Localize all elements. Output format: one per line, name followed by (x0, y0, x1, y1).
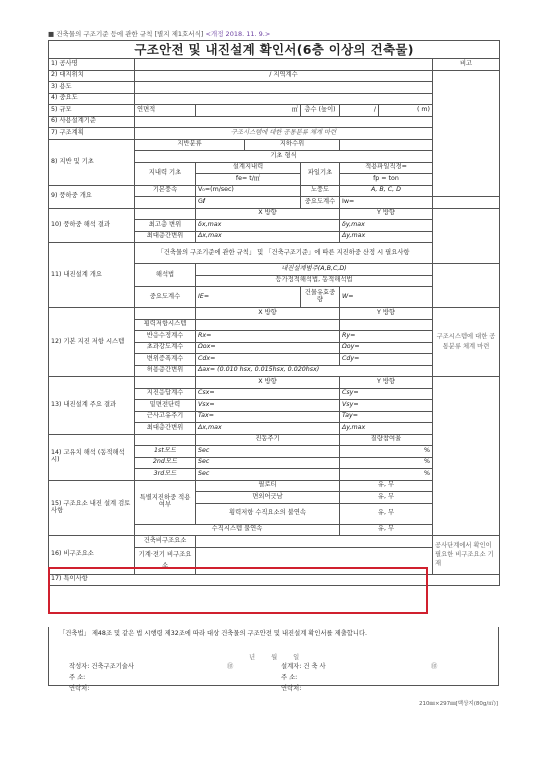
piloti-yn[interactable]: 유, 무 (340, 480, 433, 492)
writer-contact-label: 연락처: (69, 685, 90, 692)
gust-factor-field[interactable]: G𝒇 (196, 197, 301, 209)
pile-foundation-label: 파일기초 (301, 162, 340, 185)
deflection-amplification-y[interactable]: Cdy= (340, 354, 433, 366)
designer-address-label: 주 소: (281, 674, 298, 681)
project-name-label: 1) 공사명 (49, 59, 135, 71)
importance-field[interactable] (135, 93, 433, 105)
response-modification-x[interactable]: Rx= (196, 331, 340, 343)
response-modification-label: 반응수정계수 (135, 331, 196, 343)
mep-nonstructural-field[interactable] (196, 547, 433, 574)
site-location-field[interactable]: / 지역계수 (135, 70, 433, 82)
wind-x-direction: X 방향 (196, 208, 340, 220)
ground-class-label: 지반분류 (135, 139, 245, 151)
remark-header: 비고 (433, 59, 500, 71)
mode-2-period[interactable]: Sec (196, 457, 340, 469)
floors-label: 층수 (높이) (301, 105, 340, 117)
remark-cell (433, 70, 500, 197)
pile-capacity-field[interactable]: fp = ton (340, 174, 433, 186)
vertical-discontinuity-yn[interactable]: 유, 무 (340, 503, 433, 524)
remark-cell-3 (433, 264, 500, 308)
overstrength-y[interactable]: Ωoy= (340, 342, 433, 354)
writer-address-label: 주 소: (69, 674, 86, 681)
wind-analysis-label: 10) 풍하중 해석 결과 (49, 208, 135, 243)
designer-label: 설계자: 건 축 사 (281, 663, 326, 670)
confirmation-form-table (48, 40, 500, 586)
allowable-drift-field[interactable]: Δax= (0.010 hsx, 0.015hsx, 0.020hsx) (196, 365, 433, 377)
arch-nonstructural-label: 건축비구조요소 (135, 536, 196, 548)
out-of-plane-yn[interactable]: 유, 무 (340, 492, 433, 504)
max-drift-x[interactable]: Δx,max (196, 231, 340, 243)
floors-slash[interactable]: / (340, 105, 379, 117)
seismic-intro: 「건축물의 구조기준에 관한 규칙」 및 「건축구조기준」에 따른 지진하중 산정 시 필요사항 (135, 243, 433, 264)
mode-3-label: 3rd모드 (135, 469, 196, 481)
structural-plan-field[interactable]: 구조시스템에 대한 공통분류 체계 마련 (135, 128, 433, 140)
top-displacement-y[interactable]: δy,max (340, 220, 433, 232)
writer-label: 작성자: 건축구조기술사 (69, 663, 134, 670)
period-header: 진동주기 (196, 434, 340, 446)
max-story-drift-label: 최대층간변위 (135, 423, 196, 435)
base-shear-label: 밑면전단력 (135, 400, 196, 412)
submission-footer (48, 627, 499, 692)
seismic-category-field[interactable]: 내진설계범주(A,B,C,D) (196, 264, 433, 276)
approx-period-x[interactable]: Tax= (196, 411, 340, 423)
remark-cell-4 (433, 377, 500, 536)
out-of-plane-label: 면외어긋남 (196, 492, 340, 504)
groundwater-label: 지하수위 (245, 139, 340, 151)
wind-y-direction: Y 방향 (340, 208, 433, 220)
seismic-response-x[interactable]: Csx= (196, 388, 340, 400)
design-standard-field[interactable] (135, 116, 433, 128)
site-location-label: 2) 대지위치 (49, 70, 135, 82)
max-drift-label: 최대층간변위 (135, 231, 196, 243)
use-label: 3) 용도 (49, 82, 135, 94)
scale-label: 5) 규모 (49, 105, 135, 117)
bearing-capacity-field[interactable]: fe= t/㎡ (196, 174, 301, 186)
seismic-system-label: 12) 기본 지진 저항 시스템 (49, 308, 135, 377)
submission-date[interactable]: 년 월 일 (249, 654, 300, 661)
mode-3-period[interactable]: Sec (196, 469, 340, 481)
mode-3-mass[interactable]: % (340, 469, 433, 481)
overstrength-x[interactable]: Ωox= (196, 342, 340, 354)
designer-seal: ㊞ (431, 663, 438, 670)
analysis-method-label: 해석법 (135, 264, 196, 287)
project-name-field[interactable] (135, 59, 433, 71)
wind-importance-field[interactable]: Iw= (340, 197, 433, 209)
max-story-drift-x[interactable]: Δx,max (196, 423, 340, 435)
results-x-direction: X 방향 (196, 377, 340, 389)
seismic-response-y[interactable]: Csy= (340, 388, 433, 400)
basic-wind-speed-field[interactable]: V₀=(m/sec) (196, 185, 301, 197)
basic-wind-speed-label: 기본풍속 (135, 185, 196, 197)
max-drift-y[interactable]: Δy,max (340, 231, 433, 243)
remark-cell-2 (433, 208, 500, 264)
response-modification-y[interactable]: Ry= (340, 331, 433, 343)
wind-importance-label: 중요도계수 (301, 197, 340, 209)
allowable-drift-label: 허용층간변위 (135, 365, 196, 377)
use-field[interactable] (135, 82, 433, 94)
direct-foundation-label: 지내력 기초 (135, 162, 196, 185)
mass-participation-header: 질량참여율 (340, 434, 433, 446)
writer-seal: ㊞ (227, 663, 234, 670)
special-seismic-label: 특별지진하중 적용 여부 (135, 480, 196, 524)
horizontal-discontinuity-label: 수직시스템 불연속 (135, 524, 340, 536)
piloti-label: 필로티 (196, 480, 340, 492)
foundation-type-label: 기초 형식 (135, 151, 433, 163)
exposure-field[interactable]: A, B, C, D (340, 185, 433, 197)
system-y-direction: Y 방향 (340, 308, 433, 320)
mode-2-mass[interactable]: % (340, 457, 433, 469)
designer-contact-label: 연락처: (281, 685, 302, 692)
results-y-direction: Y 방향 (340, 377, 433, 389)
effective-weight-label: 건물유효중량 (301, 287, 340, 308)
eigenvalue-label: 14) 고유치 해석 (동적해석 시) (49, 434, 135, 480)
importance-label: 4) 중요도 (49, 93, 135, 105)
page-title: 구조안전 및 내진설계 확인서(6층 이상의 건축물) (49, 41, 500, 59)
nonstructural-remark: 공사단계에서 확인이 필요한 비구조요소 기재 (433, 536, 500, 575)
paper-size: 210㎜×297㎜[백상지(80g/㎡)] (419, 701, 498, 707)
seismic-design-label: 11) 내진설계 개요 (49, 243, 135, 308)
seismic-results-label: 13) 내진설계 주요 결과 (49, 377, 135, 435)
special-notes-label: 17) 특이사항 (49, 574, 500, 586)
mep-nonstructural-label: 기계·전기 비구조요소 (135, 547, 196, 574)
max-story-drift-y[interactable]: Δy,max (340, 423, 433, 435)
total-area-label: 연면적 (135, 105, 196, 117)
horizontal-discontinuity-yn[interactable]: 유, 무 (340, 524, 433, 536)
revision-date: <개정 2018. 11. 9.> (205, 30, 271, 38)
mode-1-mass[interactable]: % (340, 446, 433, 458)
arch-nonstructural-field[interactable] (196, 536, 433, 548)
base-shear-x[interactable]: Vsx= (196, 400, 340, 412)
groundwater-field[interactable] (340, 139, 433, 151)
mode-1-period[interactable]: Sec (196, 446, 340, 458)
mode-2-label: 2nd모드 (135, 457, 196, 469)
height-unit[interactable]: ( m) (379, 105, 433, 117)
total-area-unit[interactable]: ㎡ (196, 105, 301, 117)
form-reference: ■ 건축물의 구조기준 등에 관한 규칙 [별지 제1호서식] (48, 30, 204, 38)
ground-foundation-label: 8) 지반 및 기초 (49, 139, 135, 185)
lateral-system-label: 횡력저항시스템 (135, 319, 196, 331)
exposure-label: 노풍도 (301, 185, 340, 197)
seismic-response-label: 지진응답계수 (135, 388, 196, 400)
design-standard-label: 6) 사용설계기준 (49, 116, 135, 128)
wind-load-label: 9) 풍하중 개요 (49, 185, 135, 208)
pile-diameter-label: 적용파일직경= (340, 162, 433, 174)
overstrength-label: 초과강도계수 (135, 342, 196, 354)
form-header-note (48, 29, 498, 38)
analysis-method-field[interactable]: 등가정적해석법, 동적해석법 (196, 275, 433, 287)
mode-1-label: 1st모드 (135, 446, 196, 458)
top-displacement-label: 최고층 변위 (135, 220, 196, 232)
deflection-amplification-label: 변위증폭계수 (135, 354, 196, 366)
submission-statement: 「건축법」 제48조 및 같은 법 시행령 제32조에 따라 대상 건축물의 구조안전 및 내진설계 확인서를 제출합니다. (59, 630, 368, 637)
deflection-amplification-x[interactable]: Cdx= (196, 354, 340, 366)
system-x-direction: X 방향 (196, 308, 340, 320)
seismic-importance-field[interactable]: IE= (196, 287, 301, 308)
effective-weight-field[interactable]: W= (340, 287, 433, 308)
vertical-discontinuity-label: 횡력저항 수직요소의 불연속 (196, 503, 340, 524)
approx-period-y[interactable]: Tay= (340, 411, 433, 423)
lateral-system-x[interactable] (196, 319, 340, 331)
nonstructural-label: 16) 비구조요소 (49, 536, 135, 575)
base-shear-y[interactable]: Vsy= (340, 400, 433, 412)
structural-element-label: 15) 구조요소 내진 설계 검토사항 (49, 480, 135, 536)
structural-plan-label: 7) 구조계획 (49, 128, 135, 140)
lateral-system-y[interactable] (340, 319, 433, 331)
top-displacement-x[interactable]: δx,max (196, 220, 340, 232)
bearing-capacity-label: 설계지내력 (196, 162, 301, 174)
seismic-importance-label: 중요도계수 (135, 287, 196, 308)
system-remark: 구조시스템에 대한 공통분류 체계 마련 (433, 308, 500, 377)
approx-period-label: 근사고유주기 (135, 411, 196, 423)
